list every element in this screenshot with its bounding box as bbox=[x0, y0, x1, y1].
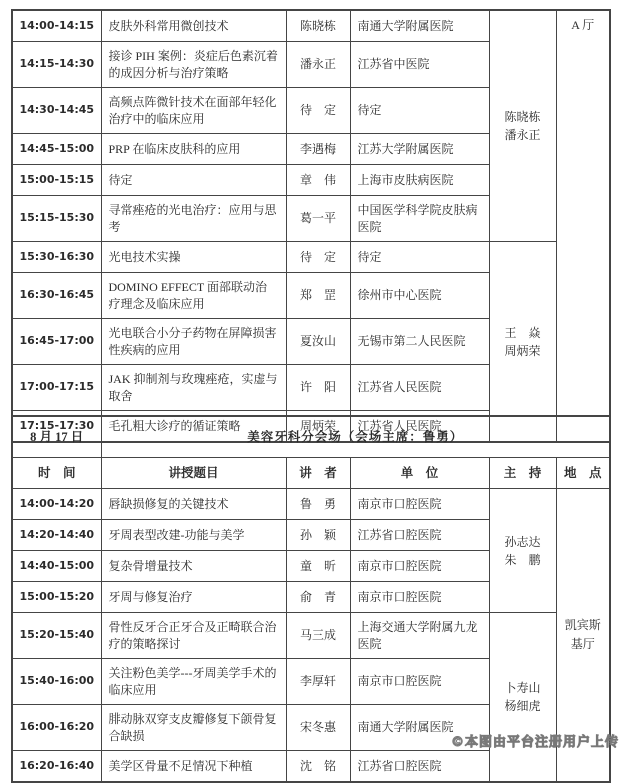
unit-cell: 南京市口腔医院 bbox=[350, 582, 489, 613]
column-header-location: 地 点 bbox=[556, 458, 610, 489]
topic-cell: 接诊 PIH 案例：炎症后色素沉着的成因分析与治疗策略 bbox=[101, 42, 286, 88]
column-header-unit: 单 位 bbox=[350, 458, 489, 489]
schedule-table-dermatology bbox=[11, 9, 611, 443]
speaker-cell: 待 定 bbox=[286, 88, 350, 134]
unit-cell: 江苏省中医院 bbox=[350, 42, 489, 88]
moderator-cell bbox=[489, 242, 556, 443]
time-cell: 15:00-15:15 bbox=[12, 165, 101, 196]
unit-cell: 南京市口腔医院 bbox=[350, 659, 489, 705]
speaker-cell: 鲁 勇 bbox=[286, 489, 350, 520]
moderator-name: 孙志达 bbox=[504, 534, 541, 549]
speaker-cell: 李遇梅 bbox=[286, 134, 350, 165]
speaker-cell: 李厚轩 bbox=[286, 659, 350, 705]
speaker-cell: 葛一平 bbox=[286, 196, 350, 242]
unit-cell: 南通大学附属医院 bbox=[350, 705, 489, 751]
moderator-name: 朱 鹏 bbox=[504, 552, 541, 567]
location-cell: A 厅 bbox=[556, 10, 610, 442]
topic-cell: 光电联合小分子药物在屏障损害性疾病的应用 bbox=[101, 319, 286, 365]
time-cell: 16:30-16:45 bbox=[12, 273, 101, 319]
session-header-row bbox=[12, 416, 610, 458]
topic-cell: 光电技术实操 bbox=[101, 242, 286, 273]
moderator-name: 卜寿山 bbox=[504, 681, 541, 695]
speaker-cell: 潘永正 bbox=[286, 42, 350, 88]
unit-cell: 上海市皮肤病医院 bbox=[350, 165, 489, 196]
speaker-cell: 马三成 bbox=[286, 613, 350, 659]
speaker-cell: 许 阳 bbox=[286, 365, 350, 411]
moderator-name: 陈晓栋 bbox=[504, 110, 541, 124]
column-header-speaker: 讲 者 bbox=[286, 458, 350, 489]
topic-cell: 美学区骨量不足情况下种植 bbox=[101, 751, 286, 783]
time-cell: 14:40-15:00 bbox=[12, 551, 101, 582]
location-cell: 凯宾斯基厅 bbox=[556, 489, 610, 783]
moderator-name: 王 焱 bbox=[504, 325, 541, 340]
speaker-cell: 孙 颖 bbox=[286, 520, 350, 551]
time-cell: 15:00-15:20 bbox=[12, 582, 101, 613]
time-cell: 16:45-17:00 bbox=[12, 319, 101, 365]
time-cell: 14:00-14:20 bbox=[12, 489, 101, 520]
topic-cell: 毛孔粗大诊疗的循证策略 bbox=[101, 411, 286, 443]
unit-cell: 江苏大学附属医院 bbox=[350, 134, 489, 165]
topic-cell: 寻常痤疮的光电治疗：应用与思考 bbox=[101, 196, 286, 242]
unit-cell: 待定 bbox=[350, 242, 489, 273]
unit-cell: 江苏省口腔医院 bbox=[350, 751, 489, 783]
table-row bbox=[12, 10, 610, 42]
time-cell: 17:00-17:15 bbox=[12, 365, 101, 411]
topic-cell: 皮肤外科常用微创技术 bbox=[101, 10, 286, 42]
time-cell: 15:15-15:30 bbox=[12, 196, 101, 242]
topic-cell: PRP 在临床皮肤科的应用 bbox=[101, 134, 286, 165]
time-cell: 15:40-16:00 bbox=[12, 659, 101, 705]
schedule-table-dentistry bbox=[11, 415, 611, 783]
column-header-topic: 讲授题目 bbox=[101, 458, 286, 489]
column-header-row bbox=[12, 458, 610, 489]
topic-cell: 复杂骨增量技术 bbox=[101, 551, 286, 582]
column-header-moderator: 主 持 bbox=[489, 458, 556, 489]
unit-cell: 江苏省口腔医院 bbox=[350, 520, 489, 551]
time-cell: 15:30-16:30 bbox=[12, 242, 101, 273]
moderator-name: 周炳荣 bbox=[504, 343, 541, 358]
speaker-cell: 周炳荣 bbox=[286, 411, 350, 443]
time-cell: 14:20-14:40 bbox=[12, 520, 101, 551]
moderator-cell bbox=[489, 10, 556, 242]
unit-cell: 江苏省人民医院 bbox=[350, 365, 489, 411]
speaker-cell: 童 昕 bbox=[286, 551, 350, 582]
speaker-cell: 夏汝山 bbox=[286, 319, 350, 365]
unit-cell: 上海交通大学附属九龙医院 bbox=[350, 613, 489, 659]
topic-cell: JAK 抑制剂与玫瑰痤疮，实虚与取舍 bbox=[101, 365, 286, 411]
topic-cell: DOMINO EFFECT 面部联动治疗理念及临床应用 bbox=[101, 273, 286, 319]
unit-cell: 中国医学科学院皮肤病医院 bbox=[350, 196, 489, 242]
time-cell: 17:15-17:30 bbox=[12, 411, 101, 443]
unit-cell: 徐州市中心医院 bbox=[350, 273, 489, 319]
unit-cell: 南京市口腔医院 bbox=[350, 551, 489, 582]
speaker-cell: 郑 罡 bbox=[286, 273, 350, 319]
session-title: 美容牙科分会场（会场主席：鲁勇） bbox=[101, 416, 610, 458]
topic-cell: 关注粉色美学---牙周美学手术的临床应用 bbox=[101, 659, 286, 705]
unit-cell: 南京市口腔医院 bbox=[350, 489, 489, 520]
column-header-time: 时 间 bbox=[12, 458, 101, 489]
speaker-cell: 宋冬惠 bbox=[286, 705, 350, 751]
unit-cell: 江苏省人民医院 bbox=[350, 411, 489, 443]
table-row bbox=[12, 613, 610, 659]
moderator-name: 杨细虎 bbox=[504, 699, 541, 713]
table-row bbox=[12, 489, 610, 520]
time-cell: 16:20-16:40 bbox=[12, 751, 101, 783]
time-cell: 14:15-14:30 bbox=[12, 42, 101, 88]
topic-cell: 牙周表型改建-功能与美学 bbox=[101, 520, 286, 551]
topic-cell: 腓动脉双穿支皮瓣修复下颌骨复合缺损 bbox=[101, 705, 286, 751]
session-date: 8 月 17 日 bbox=[12, 416, 101, 458]
topic-cell: 牙周与修复治疗 bbox=[101, 582, 286, 613]
unit-cell: 无锡市第二人民医院 bbox=[350, 319, 489, 365]
speaker-cell: 待 定 bbox=[286, 242, 350, 273]
moderator-name: 潘永正 bbox=[504, 128, 541, 142]
time-cell: 14:30-14:45 bbox=[12, 88, 101, 134]
speaker-cell: 沈 铭 bbox=[286, 751, 350, 783]
topic-cell: 高频点阵微针技术在面部年轻化治疗中的临床应用 bbox=[101, 88, 286, 134]
unit-cell: 待定 bbox=[350, 88, 489, 134]
time-cell: 14:00-14:15 bbox=[12, 10, 101, 42]
speaker-cell: 章 伟 bbox=[286, 165, 350, 196]
topic-cell: 唇缺损修复的关键技术 bbox=[101, 489, 286, 520]
topic-cell: 待定 bbox=[101, 165, 286, 196]
topic-cell: 骨性反牙合正牙合及正畸联合治疗的策略探讨 bbox=[101, 613, 286, 659]
table-row bbox=[12, 242, 610, 273]
moderator-cell bbox=[489, 613, 556, 783]
time-cell: 15:20-15:40 bbox=[12, 613, 101, 659]
moderator-cell bbox=[489, 489, 556, 613]
unit-cell: 南通大学附属医院 bbox=[350, 10, 489, 42]
time-cell: 14:45-15:00 bbox=[12, 134, 101, 165]
time-cell: 16:00-16:20 bbox=[12, 705, 101, 751]
speaker-cell: 陈晓栋 bbox=[286, 10, 350, 42]
speaker-cell: 俞 青 bbox=[286, 582, 350, 613]
watermark: ©本图由平台注册用户上传 bbox=[450, 735, 619, 750]
